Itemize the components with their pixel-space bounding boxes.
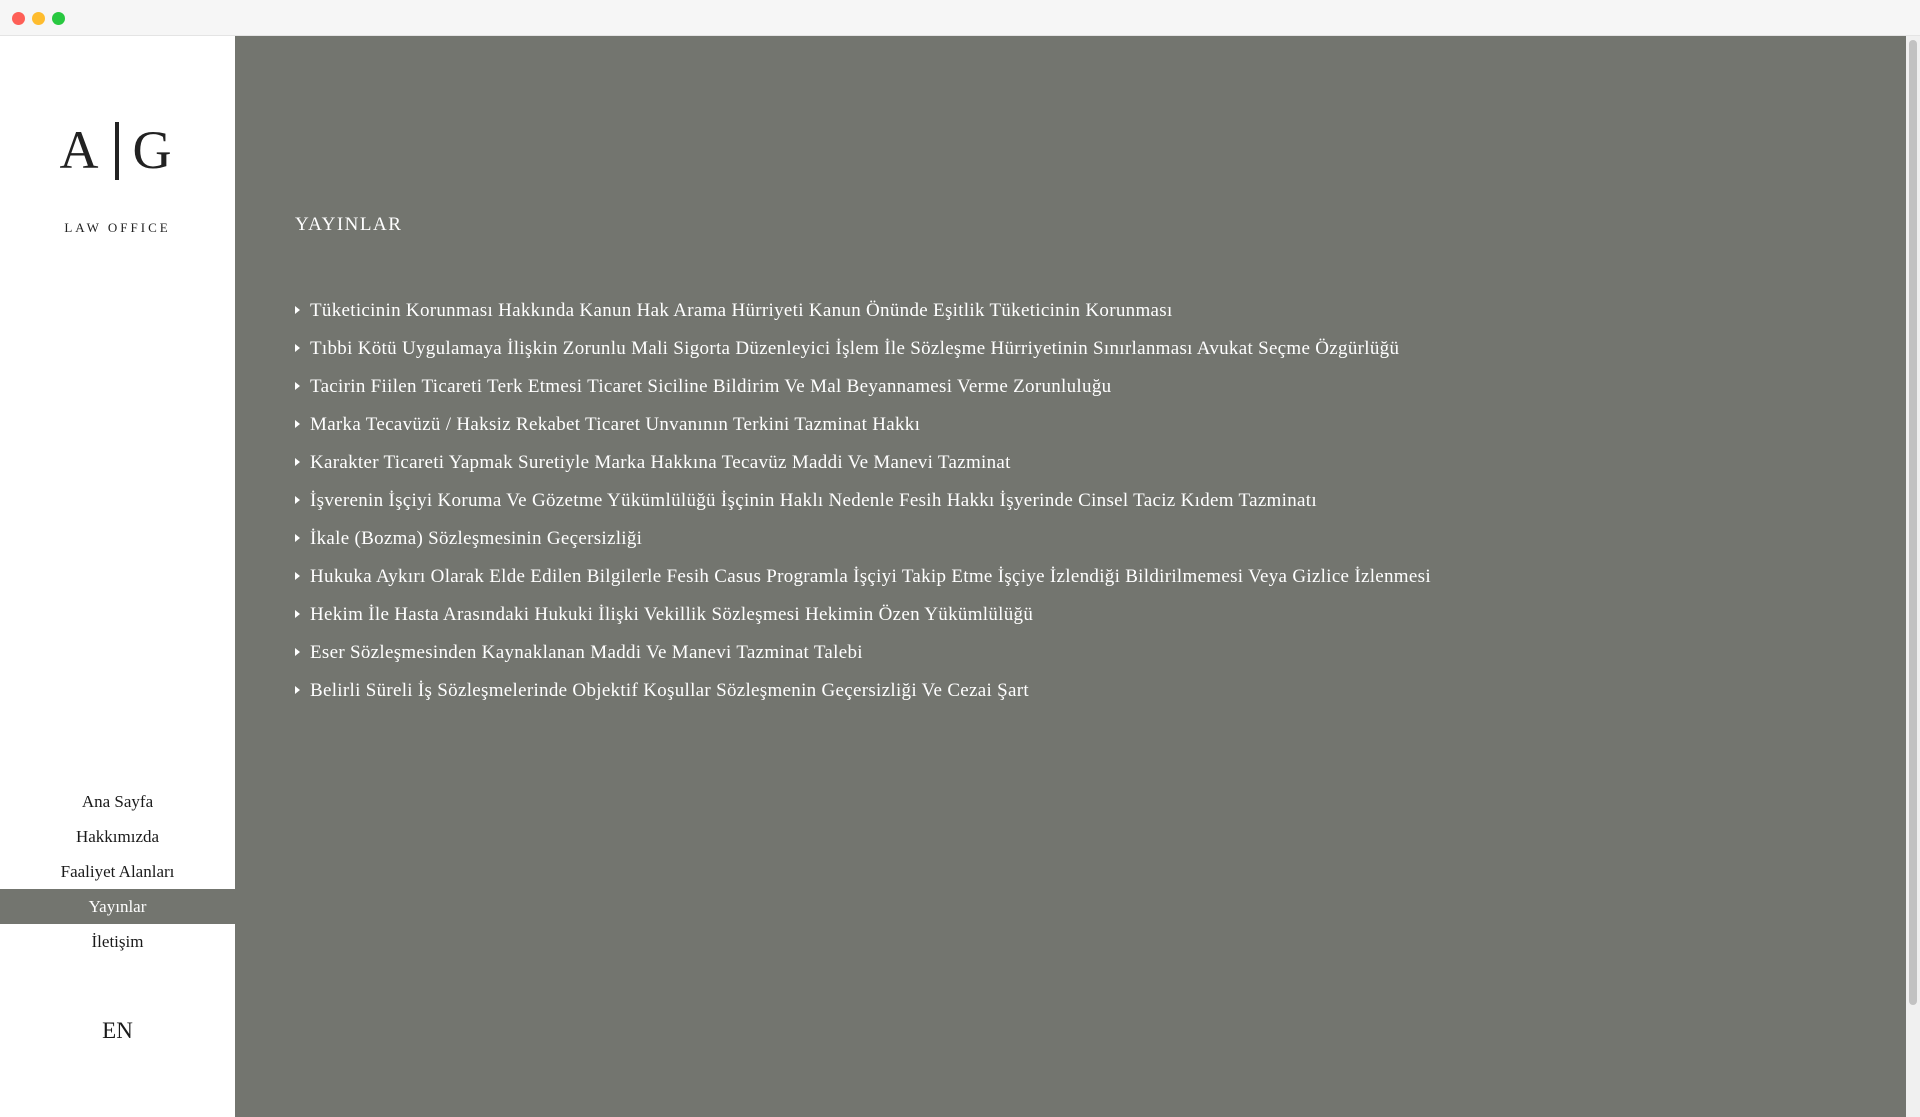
publication-title: İkale (Bozma) Sözleşmesinin Geçersizliği xyxy=(310,528,643,549)
publication-link[interactable] xyxy=(295,444,1431,482)
publication-title: Marka Tecavüzü / Haksiz Rekabet Ticaret Unvanının Terkini Tazminat Hakkı xyxy=(310,414,921,435)
nav-item-ana-sayfa[interactable]: Ana Sayfa xyxy=(81,792,154,811)
maximize-window-button[interactable] xyxy=(52,12,65,25)
caret-right-icon xyxy=(295,496,300,504)
vertical-scrollbar[interactable] xyxy=(1906,36,1920,1117)
scrollbar-thumb[interactable] xyxy=(1909,40,1917,1005)
publication-title: Hekim İle Hasta Arasındaki Hukuki İlişki Vekillik Sözleşmesi Hekimin Özen Yükümlülüğü xyxy=(310,604,1034,625)
logo-letter-right: G xyxy=(132,120,176,180)
publication-title: Eser Sözleşmesinden Kaynaklanan Maddi Ve Manevi Tazminat Talebi xyxy=(310,642,863,663)
logo-subtitle: LAW OFFICE xyxy=(64,220,171,235)
publication-link[interactable] xyxy=(295,406,1431,444)
main-navigation xyxy=(0,784,235,959)
logo-bar xyxy=(115,122,119,180)
publication-link[interactable] xyxy=(295,482,1431,520)
nav-item-yayinlar[interactable]: Yayınlar xyxy=(0,889,235,924)
caret-right-icon xyxy=(295,306,300,314)
publication-title: Hukuka Aykırı Olarak Elde Edilen Bilgilerle Fesih Casus Programla İşçiyi Takip Etme İşçiye İzlendiği Bildirilmemesi Veya Gizlice İzlenmesi xyxy=(310,566,1431,587)
logo[interactable] xyxy=(0,120,235,236)
caret-right-icon xyxy=(295,420,300,428)
publication-list xyxy=(295,292,1431,710)
caret-right-icon xyxy=(295,344,300,352)
caret-right-icon xyxy=(295,610,300,618)
caret-right-icon xyxy=(295,458,300,466)
publication-link[interactable] xyxy=(295,292,1431,330)
nav-item-faaliyet-alanlari[interactable]: Faaliyet Alanları xyxy=(60,862,175,881)
publication-link[interactable] xyxy=(295,520,1431,558)
page-title: YAYINLAR xyxy=(295,214,403,235)
nav-item-hakkimizda[interactable]: Hakkımızda xyxy=(75,827,160,846)
window-titlebar xyxy=(0,0,1920,36)
caret-right-icon xyxy=(295,534,300,542)
publication-title: Karakter Ticareti Yapmak Suretiyle Marka Hakkına Tecavüz Maddi Ve Manevi Tazminat xyxy=(310,452,1011,473)
caret-right-icon xyxy=(295,572,300,580)
nav-item-iletisim[interactable]: İletişim xyxy=(91,932,144,951)
caret-right-icon xyxy=(295,382,300,390)
logo-mark xyxy=(0,120,235,190)
minimize-window-button[interactable] xyxy=(32,12,45,25)
publication-link[interactable] xyxy=(295,330,1431,368)
publication-link[interactable] xyxy=(295,672,1431,710)
publication-title: Tıbbi Kötü Uygulamaya İlişkin Zorunlu Mali Sigorta Düzenleyici İşlem İle Sözleşme Hürriyetinin Sınırlanması Avukat Seçme Özgürlüğü xyxy=(310,338,1400,359)
logo-letter-left: A xyxy=(59,120,103,180)
publication-title: İşverenin İşçiyi Koruma Ve Gözetme Yükümlülüğü İşçinin Haklı Nedenle Fesih Hakkı İşyerinde Cinsel Taciz Kıdem Tazminatı xyxy=(310,490,1317,511)
publication-title: Tacirin Fiilen Ticareti Terk Etmesi Ticaret Siciline Bildirim Ve Mal Beyannamesi Verme Zorunluluğu xyxy=(310,376,1112,397)
publication-link[interactable] xyxy=(295,558,1431,596)
sidebar xyxy=(0,36,235,1117)
publication-title: Tüketicinin Korunması Hakkında Kanun Hak Arama Hürriyeti Kanun Önünde Eşitlik Tüketicinin Korunması xyxy=(310,300,1173,321)
publication-link[interactable] xyxy=(295,634,1431,672)
caret-right-icon xyxy=(295,686,300,694)
main-content xyxy=(235,36,1906,1117)
language-switch[interactable]: EN xyxy=(102,1018,133,1043)
publication-title: Belirli Süreli İş Sözleşmelerinde Objektif Koşullar Sözleşmenin Geçersizliği Ve Cezai Şart xyxy=(310,680,1029,701)
publication-link[interactable] xyxy=(295,596,1431,634)
publication-link[interactable] xyxy=(295,368,1431,406)
caret-right-icon xyxy=(295,648,300,656)
close-window-button[interactable] xyxy=(12,12,25,25)
